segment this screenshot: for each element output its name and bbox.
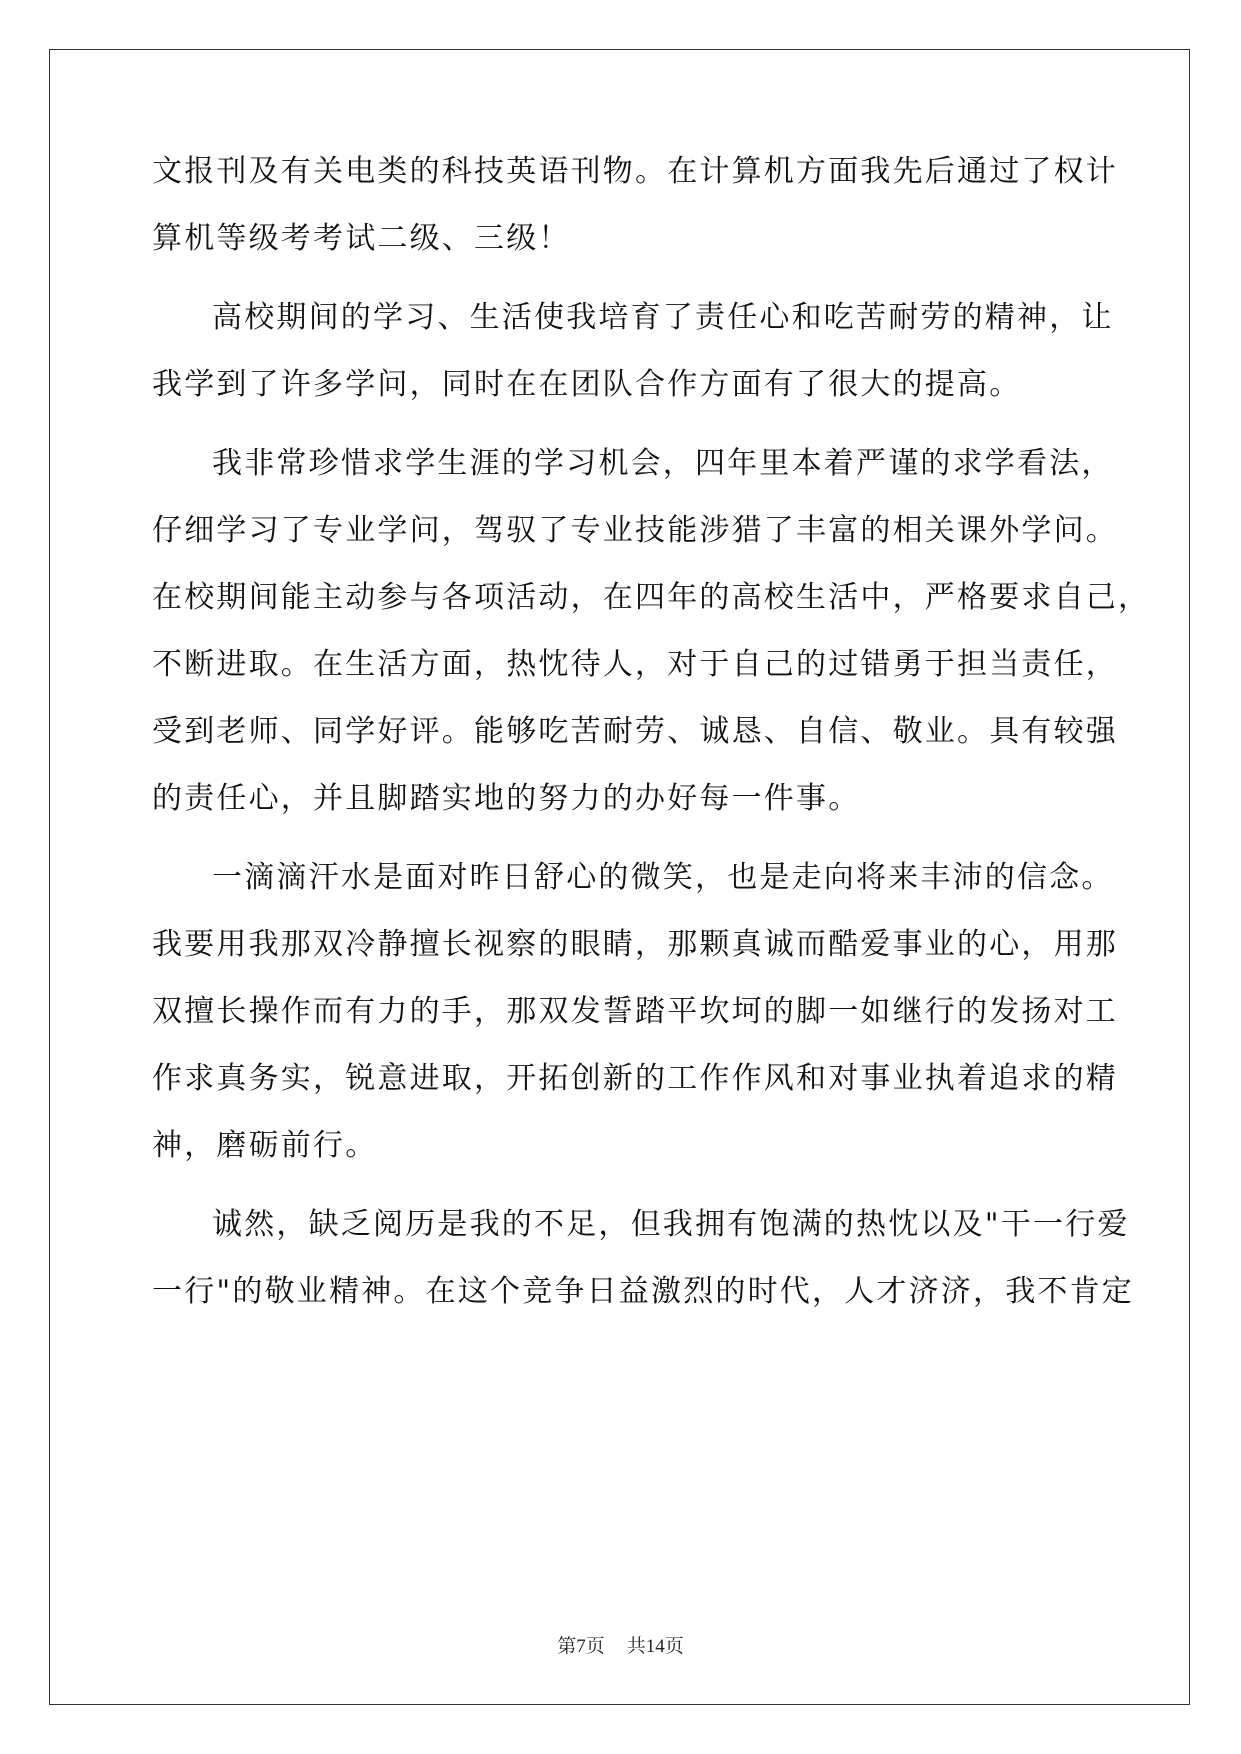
page-total: 共14页 <box>626 1636 684 1657</box>
text-line: 我要用我那双冷静擅长视察的眼睛，那颗真诚而酷爱事业的心，用那 <box>152 927 1118 962</box>
text-line: 仔细学习了专业学问，驾驭了专业技能涉猎了丰富的相关课外学问。 <box>152 513 1118 548</box>
text-line: 一行"的敬业精神。在这个竞争日益激烈的时代，人才济济，我不肯定 <box>152 1274 1134 1309</box>
text-line: 不断进取。在生活方面，热忱待人，对于自己的过错勇于担当责任， <box>152 647 1118 682</box>
text-line: 受到老师、同学好评。能够吃苦耐劳、诚恳、自信、敬业。具有较强 <box>152 714 1118 749</box>
page-footer <box>0 1634 1241 1660</box>
page-number: 第7页 <box>557 1636 605 1657</box>
text-line: 我学到了许多学问，同时在在团队合作方面有了很大的提高。 <box>152 367 1022 402</box>
text-line: 神，磨砺前行。 <box>152 1128 378 1163</box>
text-line: 文报刊及有关电类的科技英语刊物。在计算机方面我先后通过了权计 <box>152 154 1118 189</box>
text-line: 算机等级考考试二级、三级！ <box>152 221 571 256</box>
text-line: 在校期间能主动参与各项活动，在四年的高校生活中，严格要求自己， <box>152 580 1151 615</box>
paragraph-first-line: 我非常珍惜求学生涯的学习机会，四年里本着严谨的求学看法， <box>212 446 1114 481</box>
paragraph-first-line: 诚然，缺乏阅历是我的不足，但我拥有饱满的热忱以及"干一行爱 <box>212 1207 1130 1242</box>
text-line: 作求真务实，锐意进取，开拓创新的工作作风和对事业执着追求的精 <box>152 1061 1118 1096</box>
paragraph-first-line: 一滴滴汗水是面对昨日舒心的微笑，也是走向将来丰沛的信念。 <box>212 860 1114 895</box>
paragraph-first-line: 高校期间的学习、生活使我培育了责任心和吃苦耐劳的精神，让 <box>212 300 1114 335</box>
text-line: 双擅长操作而有力的手，那双发誓踏平坎坷的脚一如继行的发扬对工 <box>152 994 1118 1029</box>
text-line: 的责任心，并且脚踏实地的努力的办好每一件事。 <box>152 781 861 816</box>
